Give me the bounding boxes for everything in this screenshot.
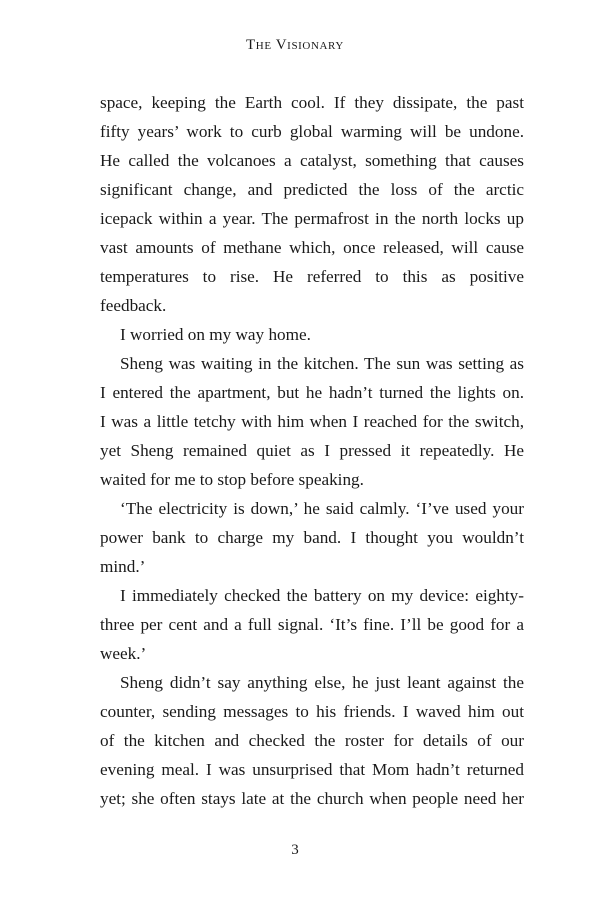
body-text — [100, 88, 524, 813]
text-line: Sheng didn’t say anything else, he just leant against the — [120, 673, 524, 692]
text-line: week.’ — [100, 644, 147, 663]
text-line: counter, sending messages to his friends. I waved him out — [100, 702, 524, 721]
text-line: space, keeping the Earth cool. If they dissipate, the past — [100, 93, 524, 112]
text-line: I immediately checked the battery on my device: eighty- — [120, 586, 524, 605]
text-line: ‘The electricity is down,’ he said calmly. ‘I’ve used your — [120, 499, 524, 518]
page-number: 3 — [291, 842, 299, 858]
running-head: The Visionary — [246, 37, 344, 53]
text-line: power bank to charge my band. I thought you wouldn’t — [100, 528, 524, 547]
text-line: significant change, and predicted the loss of the arctic — [100, 180, 524, 199]
text-line: Sheng was waiting in the kitchen. The sun was setting as — [120, 354, 524, 373]
text-line: evening meal. I was unsurprised that Mom hadn’t returned — [100, 760, 524, 779]
text-line: vast amounts of methane which, once released, will cause — [100, 238, 524, 257]
text-line: of the kitchen and checked the roster for details of our — [100, 731, 524, 750]
text-line: yet; she often stays late at the church when people need her — [100, 789, 524, 808]
text-line: mind.’ — [100, 557, 146, 576]
text-line: He called the volcanoes a catalyst, something that causes — [100, 151, 524, 170]
text-line: I worried on my way home. — [120, 325, 311, 344]
text-line: feedback. — [100, 296, 167, 315]
text-line: three per cent and a full signal. ‘It’s fine. I’ll be good for a — [100, 615, 524, 634]
text-line: I was a little tetchy with him when I reached for the switch, — [100, 412, 524, 431]
text-line: fifty years’ work to curb global warming will be undone. — [100, 122, 524, 141]
text-line: icepack within a year. The permafrost in the north locks up — [100, 209, 524, 228]
text-line: temperatures to rise. He referred to this as positive — [100, 267, 524, 286]
text-line: I entered the apartment, but he hadn’t turned the lights on. — [100, 383, 524, 402]
text-line: waited for me to stop before speaking. — [100, 470, 364, 489]
text-line: yet Sheng remained quiet as I pressed it repeatedly. He — [100, 441, 524, 460]
